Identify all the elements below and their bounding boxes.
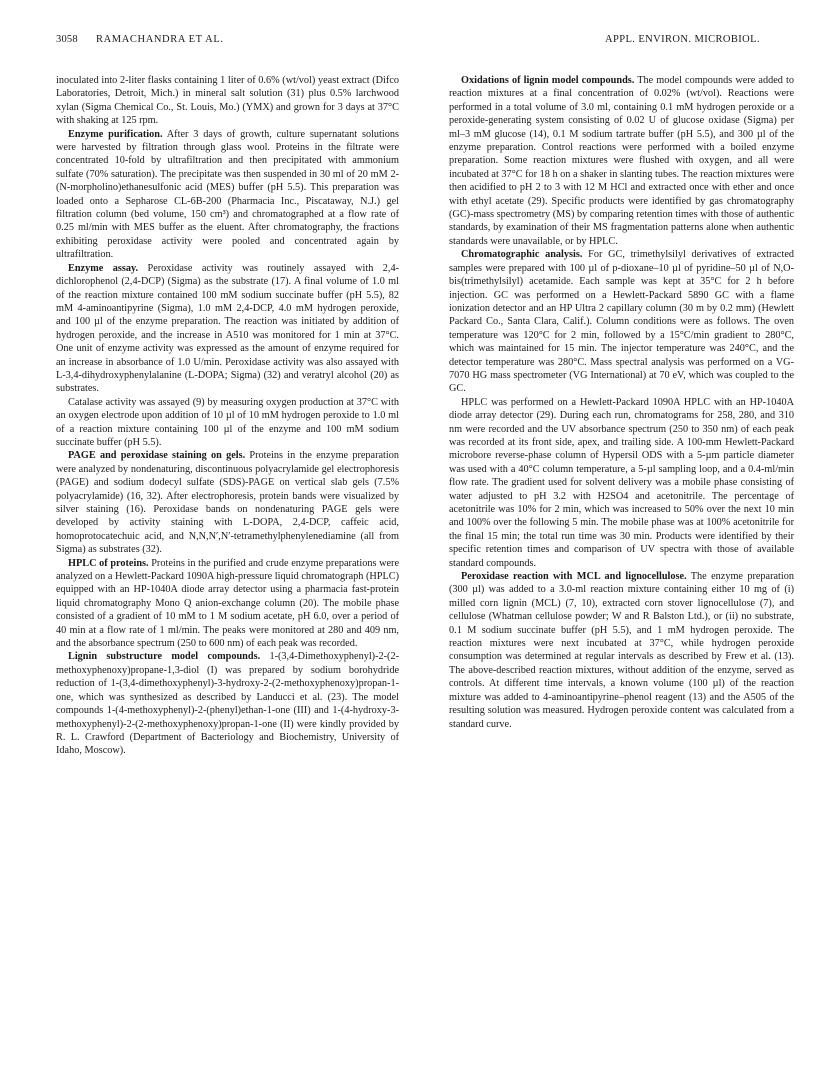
section-heading: PAGE and peroxidase staining on gels. — [68, 450, 246, 462]
section-heading: Lignin substructure model compounds. — [68, 651, 261, 663]
paragraph: Lignin substructure model compounds. 1-(3,4-Dimethoxyphenyl)-2-(2-methoxyphenoxy)propane-1,3-diol (I) was prepared by sodium borohydride reduction of 1-(3,4-dimethoxyphenyl)-3-hydroxy-2-(2-methoxyphenoxy)propan-1-one, which was synthesized as described by Landucci et al. (23). The model compounds 1-(4-methoxyphenyl)-2-(phenyl)ethan-1-one (III) and 1-(4-hydroxy-3-methoxyphenyl)-2-(2-methoxyphenoxy)propan-1-one (II) were kindly provided by R. L. Crawford (Department of Bacteriology and Biochemistry, University of Idaho, Moscow). — [56, 651, 399, 757]
section-heading: Enzyme assay. — [68, 262, 139, 274]
paragraph: HPLC was performed on a Hewlett-Packard 1090A HPLC with an HP-1040A diode array detector (29). During each run, chromatograms for 258, 280, and 310 nm were recorded and the UV absorbance spectrum (250 to 350 nm) of each peak was recorded at its front side, apex, and trailing side. A 100-mm Hewlett-Packard microbore reverse-phase column of Hypersil ODS with a 5-µm particle diameter was used with a 40°C column temperature, a 5-µl sampling loop, and a 0.4-ml/min flow rate. The gradient used for solvent delivery was a mobile phase consisting of water adjusted to pH 3.2 with H2SO4 and acetonitrile. The percentage of acetonitrile was 10% for 2 min, which was increased to 50% over the next 10 min and 100% over the following 5 min. The mobile phase was at 100% acetonitrile for the final 15 min; the total run time was 30 min. Products were identified by their specific retention times and comparison of UV spectra with those of available standard compounds. — [449, 396, 794, 569]
right-column — [449, 74, 794, 731]
running-header — [56, 34, 760, 50]
section-heading: Enzyme purification. — [68, 128, 163, 140]
paragraph: Chromatographic analysis. For GC, trimethylsilyl derivatives of extracted samples were prepared with 100 µl of p-dioxane–10 µl of pyridine–50 µl of N,O-bis(trimethylsilyl) acetamide. Each sample was kept at 35°C for 2 h before injection. GC was performed on a Hewlett-Packard 5890 GC with a flame ionization detector and an HP Ultra 2 capillary column (30 m by 0.2 mm) (Hewlett Packard Co., Santa Clara, Calif.). Column conditions were as follows. The oven temperature was 120°C for 2 min, followed by a 15°C/min gradient to 280°C, which was maintained for 15 min. The injector temperature was 240°C, and the detector temperature was 280°C. Mass spectral analysis was performed on a VG-7070 HG mass spectrometer (VG International) at 70 eV, which was coupled to the GC. — [449, 249, 795, 395]
paragraph: inoculated into 2-liter flasks containing 1 liter of 0.6% (wt/vol) yeast extract (Difco Laboratories, Detroit, Mich.) in mineral salt solution (31) plus 0.5% larchwood xylan (Sigma Chemical Co., St. Louis, Mo.) (YMX) and grown for 3 days at 37°C with shaking at 125 rpm. — [56, 75, 399, 127]
paragraph: Oxidations of lignin model compounds. The model compounds were added to reaction mixtures at a final concentration of 0.02% (wt/vol). Reactions were performed in a total volume of 3.0 ml, containing 0.1 mM hydrogen peroxide or a peroxide-generating system consisting of 0.02 U of glucose oxidase (Sigma) per ml–3 mM glucose (14), 0.1 M sodium tartrate buffer (pH 5.5), and 300 µl of the enzyme preparation. Control reactions were performed with a boiled enzyme preparation. Some reaction mixtures were flushed with oxygen, and all were incubated at 37°C for 18 h on a shaker in slanting tubes. The reaction mixtures were then acidified to pH 2 to 3 with 12 M HCl and extracted once with ether and once with ethyl acetate (29). Specific products were identified by gas chromatography (GC)-mass spectrometry (MS) by comparing retention times with those of authentic standards, by examination of their MS fragmentation patterns alone when authentic standards were unavailable, or by HPLC. — [449, 75, 794, 247]
section-heading: Chromatographic analysis. — [461, 249, 583, 261]
paragraph: Enzyme purification. After 3 days of growth, culture supernatant solutions were harvested by filtration through glass wool. Proteins in the filtrate were concentrated 10-fold by ultrafiltration and then precipitated with ammonium sulfate (70% saturation). The precipitate was then suspended in 30 ml of 20 mM 2-(N-morpholino)ethanesulfonic acid (MES) buffer (pH 5.5). This preparation was loaded onto a Sepharose CL-6B-200 (Pharmacia Inc., Piscataway, N.J.) gel filtration column (bed volume, 150 cm³) and chromatographed at a flow rate of 0.25 ml/min with MES buffer as the eluent. After chromatography, the fractions exhibiting peroxidase activity were pooled and concentrated again by ultrafiltration. — [56, 128, 399, 261]
section-heading: Oxidations of lignin model compounds. — [461, 75, 635, 86]
paragraph: Enzyme assay. Peroxidase activity was routinely assayed with 2,4-dichlorophenol (2,4-DCP) (Sigma) as the substrate (17). A final volume of 1.0 ml of the reaction mixture contained 100 mM sodium succinate buffer (pH 5.5), 82 mM 4-aminoantipyrine (Sigma), 1.0 mM 2,4-DCP, 4.0 mM hydrogen peroxide, and 100 µl of the enzyme preparation. The reaction was initiated by addition of hydrogen peroxide, and the increase in A510 was monitored for 1 min at 37°C. One unit of enzyme activity was expressed as the amount of enzyme required for an increase in absorbance of 1.0 U/min. Peroxidase activity was also assayed with L-3,4-dihydroxyphenylalanine (L-DOPA; Sigma) (32) and veratryl alcohol (20) as substrates. — [56, 262, 399, 395]
paragraph: Peroxidase reaction with MCL and lignocellulose. The enzyme preparation (300 µl) was added to a 3.0-ml reaction mixture containing either 10 mg of (i) milled corn lignin (MCL) (7, 10), extracted corn stover lignocellulose (7), and cellulose (Whatman cellulose powder; W and R Balston Ltd.), or (ii) no substrate, 0.1 M sodium succinate buffer (pH 5.5), and 1 mM hydrogen peroxide. The reaction mixtures were next incubated at 37°C, while hydrogen peroxide consumption was determined at regular intervals as described by Frew et al. (13). The above-described reaction mixtures, without addition of the enzyme, served as controls. At different time intervals, a known volume (100 µl) of the reaction mixture was added to 4-aminoantipyrine–phenol reagent (13) and the A505 of the resulting solution was measured. Hydrogen peroxide content was calculated from a standard curve. — [449, 571, 795, 730]
left-column — [56, 74, 399, 758]
section-heading: HPLC of proteins. — [68, 557, 149, 569]
paragraph: Catalase activity was assayed (9) by measuring oxygen production at 37°C with an oxygen electrode upon addition of 10 µl of 10 mM hydrogen peroxide to 1.0 ml of a reaction mixture containing 100 µl of the enzyme and 100 mM sodium succinate buffer (pH 5.5). — [56, 396, 399, 448]
page-number: 3058 — [56, 34, 78, 45]
paragraph: PAGE and peroxidase staining on gels. Proteins in the enzyme preparation were analyzed by nondenaturing, discontinuous polyacrylamide gel electrophoresis (PAGE) and sodium dodecyl sulfate (SDS)-PAGE on vertical slab gels (7.5% polyacrylamide) (16, 32). After electrophoresis, protein bands were visualized by silver staining (16). Peroxidase bands on nondenaturing PAGE gels were developed by activity staining with L-DOPA, 2,4-DCP, caffeic acid, homoprotocatechuic acid, and N,N,N′,N′-tetramethylphenylenediamine (all from Sigma) as substrates (32). — [56, 450, 400, 556]
journal-name: APPL. ENVIRON. MICROBIOL. — [605, 34, 760, 45]
section-heading: Peroxidase reaction with MCL and lignocellulose. — [461, 571, 687, 583]
paragraph: HPLC of proteins. Proteins in the purified and crude enzyme preparations were analyzed on a Hewlett-Packard 1090A high-pressure liquid chromatograph (HPLC) equipped with an HP-1040A diode array detector using a pharmacia fast-protein liquid chromatography Mono Q anion-exchange column (20). The mobile phase consisted of a gradient of 10 mM to 1 M sodium acetate, pH 6.0, over a period of 40 min at a flow rate of 1 ml/min. The peaks were monitored at 280 and 409 nm, and the absorbance spectrum (250 to 600 nm) of each peak was recorded. — [56, 557, 400, 650]
running-authors: RAMACHANDRA ET AL. — [96, 34, 224, 45]
